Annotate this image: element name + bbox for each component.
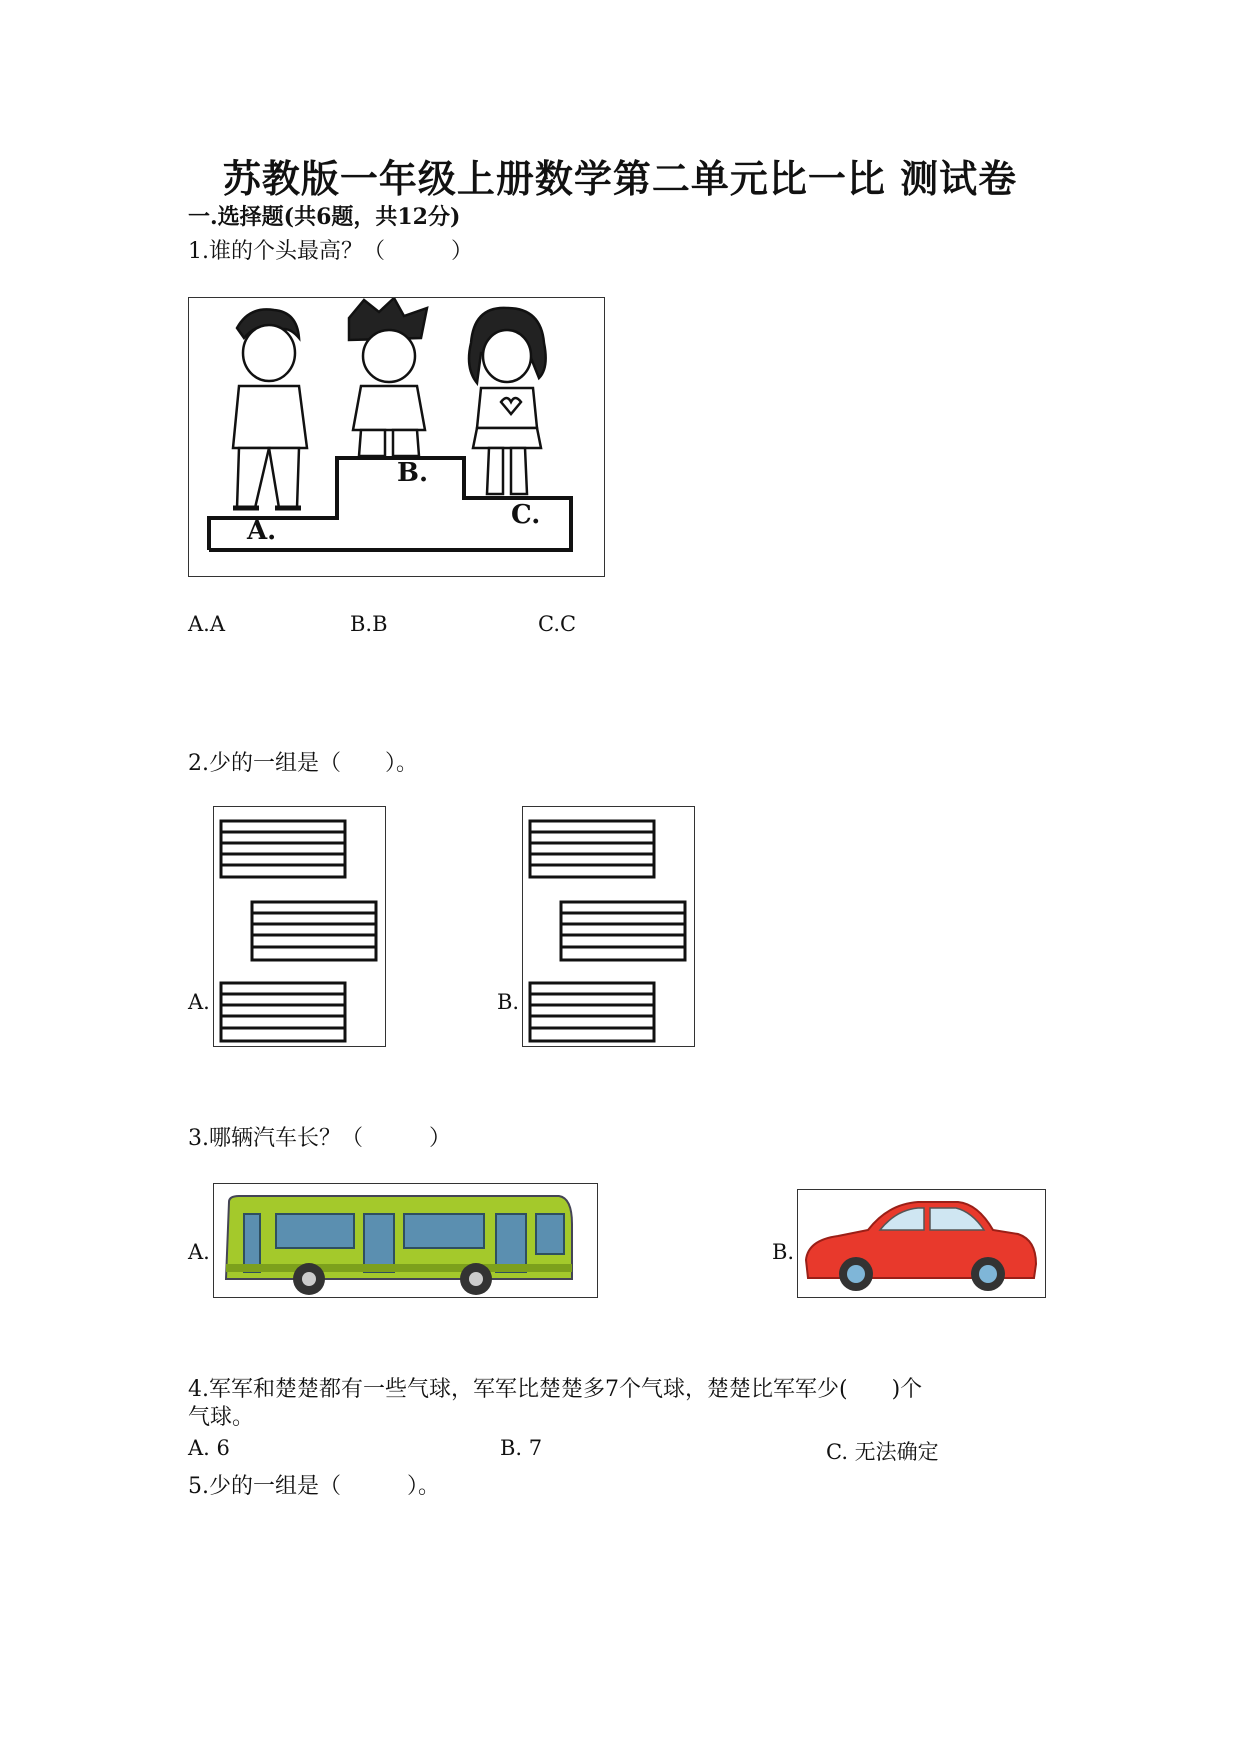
question-1-text: 1.谁的个头最高？（ ） (188, 239, 473, 264)
question-5-text: 5.少的一组是（ ）。 (188, 1474, 440, 1499)
section-heading: 一.选择题(共6题，共12分) (188, 204, 461, 230)
q3-label-a[interactable]: A. (188, 1240, 210, 1264)
q3-car-box (797, 1189, 1046, 1298)
q2-label-b[interactable]: B. (497, 990, 520, 1014)
stripe-block (561, 902, 685, 960)
q1-label-b: B. (397, 458, 429, 488)
car-illustration (798, 1190, 1045, 1297)
stripe-block (252, 902, 376, 960)
stripe-block (530, 983, 654, 1041)
page-title: 苏教版一年级上册数学第二单元比一比 测试卷 (222, 157, 1018, 201)
q1-label-a: A. (247, 516, 277, 546)
boy-a-figure (233, 309, 307, 508)
q1-option-c[interactable]: C.C (538, 612, 577, 636)
q1-label-c: C. (511, 500, 541, 530)
q1-option-a[interactable]: A.A (188, 612, 226, 636)
question-2-text: 2.少的一组是（ ）。 (188, 751, 418, 776)
q2-label-a[interactable]: A. (188, 990, 210, 1014)
q3-label-b[interactable]: B. (772, 1240, 795, 1264)
q2-group-b (522, 806, 695, 1047)
question-4-text-line2: 气球。 (188, 1405, 255, 1430)
q4-option-c[interactable]: C. 无法确定 (826, 1440, 939, 1464)
girl-c-figure (469, 308, 546, 494)
stripe-block (221, 983, 345, 1041)
question-4-text-line1: 4.军军和楚楚都有一些气球，军军比楚楚多7个气球，楚楚比军军少( )个 (188, 1377, 923, 1402)
stripe-block (530, 821, 654, 877)
q1-picture (188, 297, 605, 577)
stripe-block (221, 821, 345, 877)
question-3-text: 3.哪辆汽车长？（ ） (188, 1126, 451, 1151)
q1-option-b[interactable]: B.B (350, 612, 388, 636)
q4-option-a[interactable]: A. 6 (188, 1436, 230, 1460)
boy-b-figure (349, 298, 427, 456)
q4-option-b[interactable]: B. 7 (500, 1436, 543, 1460)
q2-group-a (213, 806, 386, 1047)
bus-illustration (214, 1184, 597, 1297)
q3-bus-box (213, 1183, 598, 1298)
